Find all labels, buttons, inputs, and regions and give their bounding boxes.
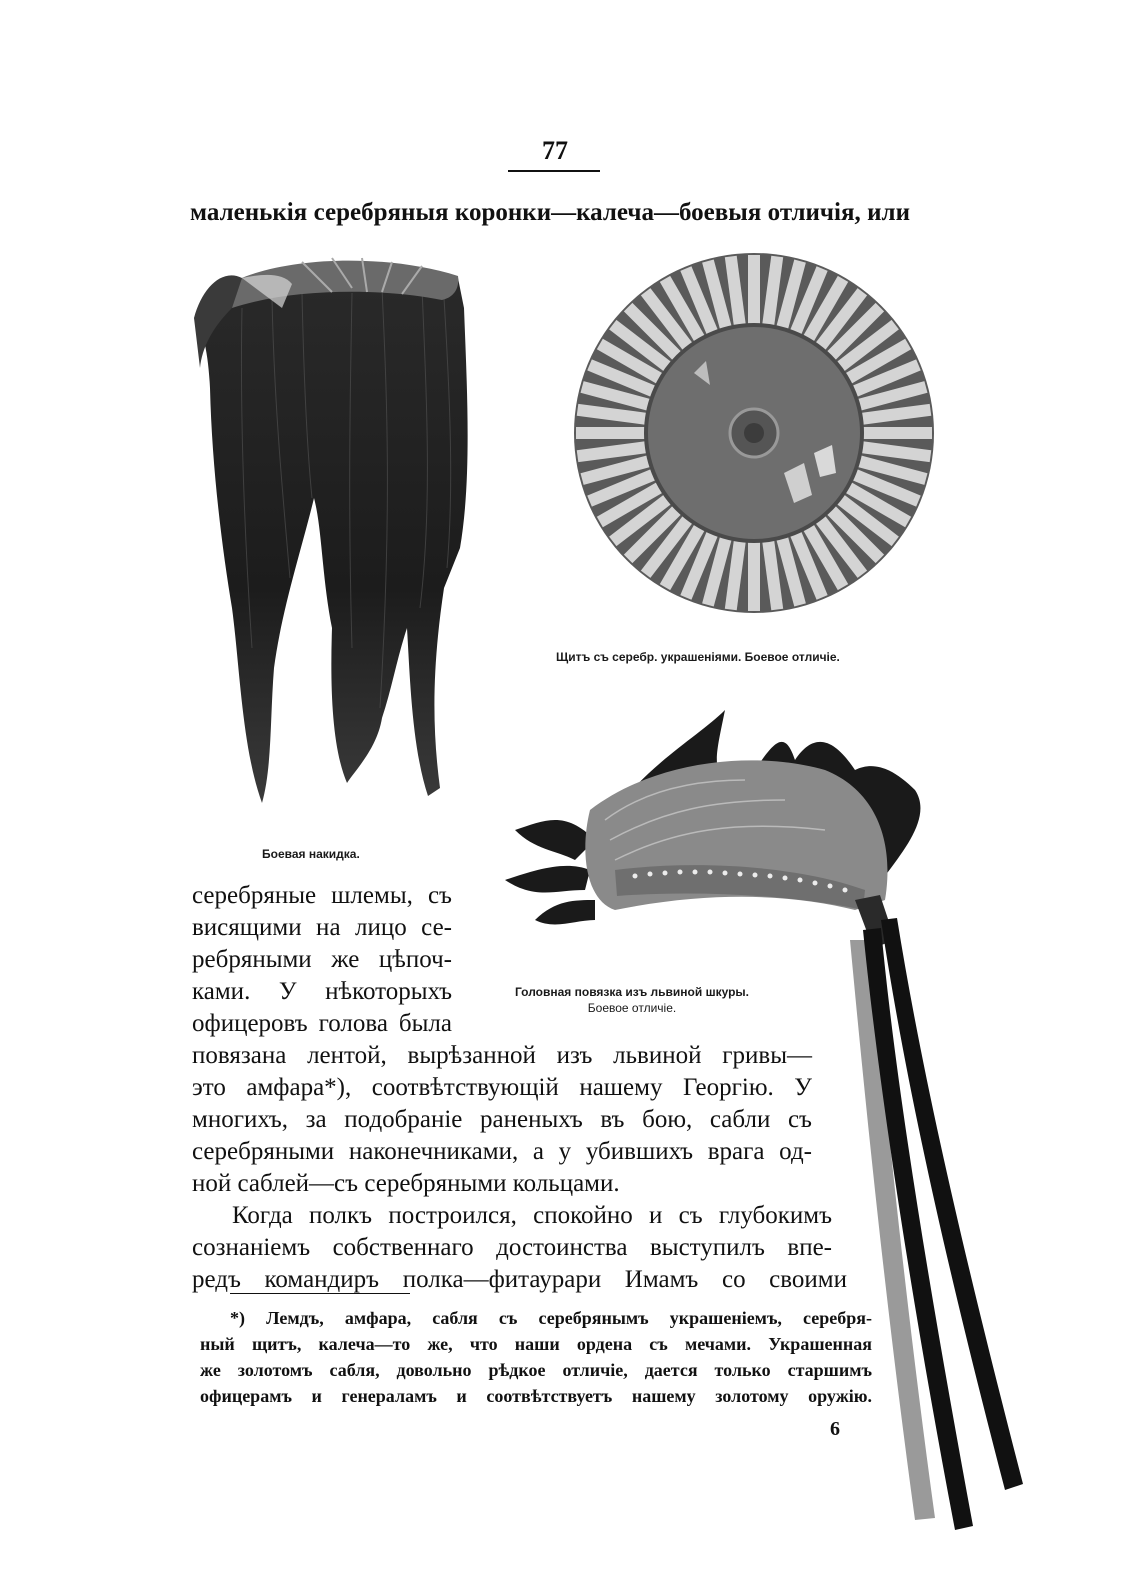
body-line: многихъ, за подобраніе раненыхъ въ бою, сабли съ (192, 1106, 812, 1133)
body-line: это амфара*), соотвѣтствующій нашему Георгію. У (192, 1074, 812, 1101)
footnote-line: ный щитъ, калеча—то же, что наши ордена съ мечами. Украшенная (200, 1334, 872, 1354)
footnote-line: же золотомъ сабля, довольно рѣдкое отличіе, дается только старшимъ (200, 1360, 872, 1380)
war-cape-illustration (182, 248, 482, 808)
body-line: ками. У нѣкоторыхъ (192, 978, 452, 1005)
body-line: ной саблей—съ серебряными кольцами. (192, 1170, 620, 1197)
body-line: серебряные шлемы, съ (192, 882, 452, 909)
shield-caption: Щитъ съ серебр. украшеніями. Боевое отличіе. (556, 650, 840, 664)
body-line: редъ командиръ полка—фитаурари Имамъ со своими (192, 1266, 847, 1293)
footnote-line: офицерамъ и генераламъ и соотвѣтствуетъ нашему золотому оружію. (200, 1386, 872, 1406)
footnote-line: *) Лемдъ, амфара, сабля съ серебрянымъ украшеніемъ, серебря- (230, 1308, 872, 1328)
headband-caption-line-1: Головная повязка изъ львиной шкуры. (514, 985, 750, 999)
page-number: 77 (542, 136, 568, 165)
page-number-rule (508, 170, 600, 172)
body-line: Когда полкъ построился, спокойно и съ глубокимъ (232, 1202, 832, 1229)
body-line: висящими на лицо се- (192, 914, 452, 941)
body-line: серебряными наконечниками, а у убившихъ врага од- (192, 1138, 812, 1165)
body-line: ребряными же цѣпоч- (192, 946, 452, 973)
headband-caption-line-2: Боевое отличіе. (587, 1001, 677, 1015)
cape-caption: Боевая накидка. (262, 847, 360, 861)
body-line: сознаніемъ собственнаго достоинства выступилъ впе- (192, 1234, 832, 1261)
body-line: офицеровъ голова была (192, 1010, 452, 1037)
signature-mark: 6 (830, 1418, 840, 1440)
body-line: повязана лентой, вырѣзанной изъ львиной гривы— (192, 1042, 812, 1069)
top-text-line: маленькія серебряныя коронки—калеча—боевыя отличія, или (190, 199, 910, 226)
headband-caption (472, 984, 792, 1016)
shield-illustration (569, 248, 939, 618)
footnote-rule (230, 1293, 410, 1294)
